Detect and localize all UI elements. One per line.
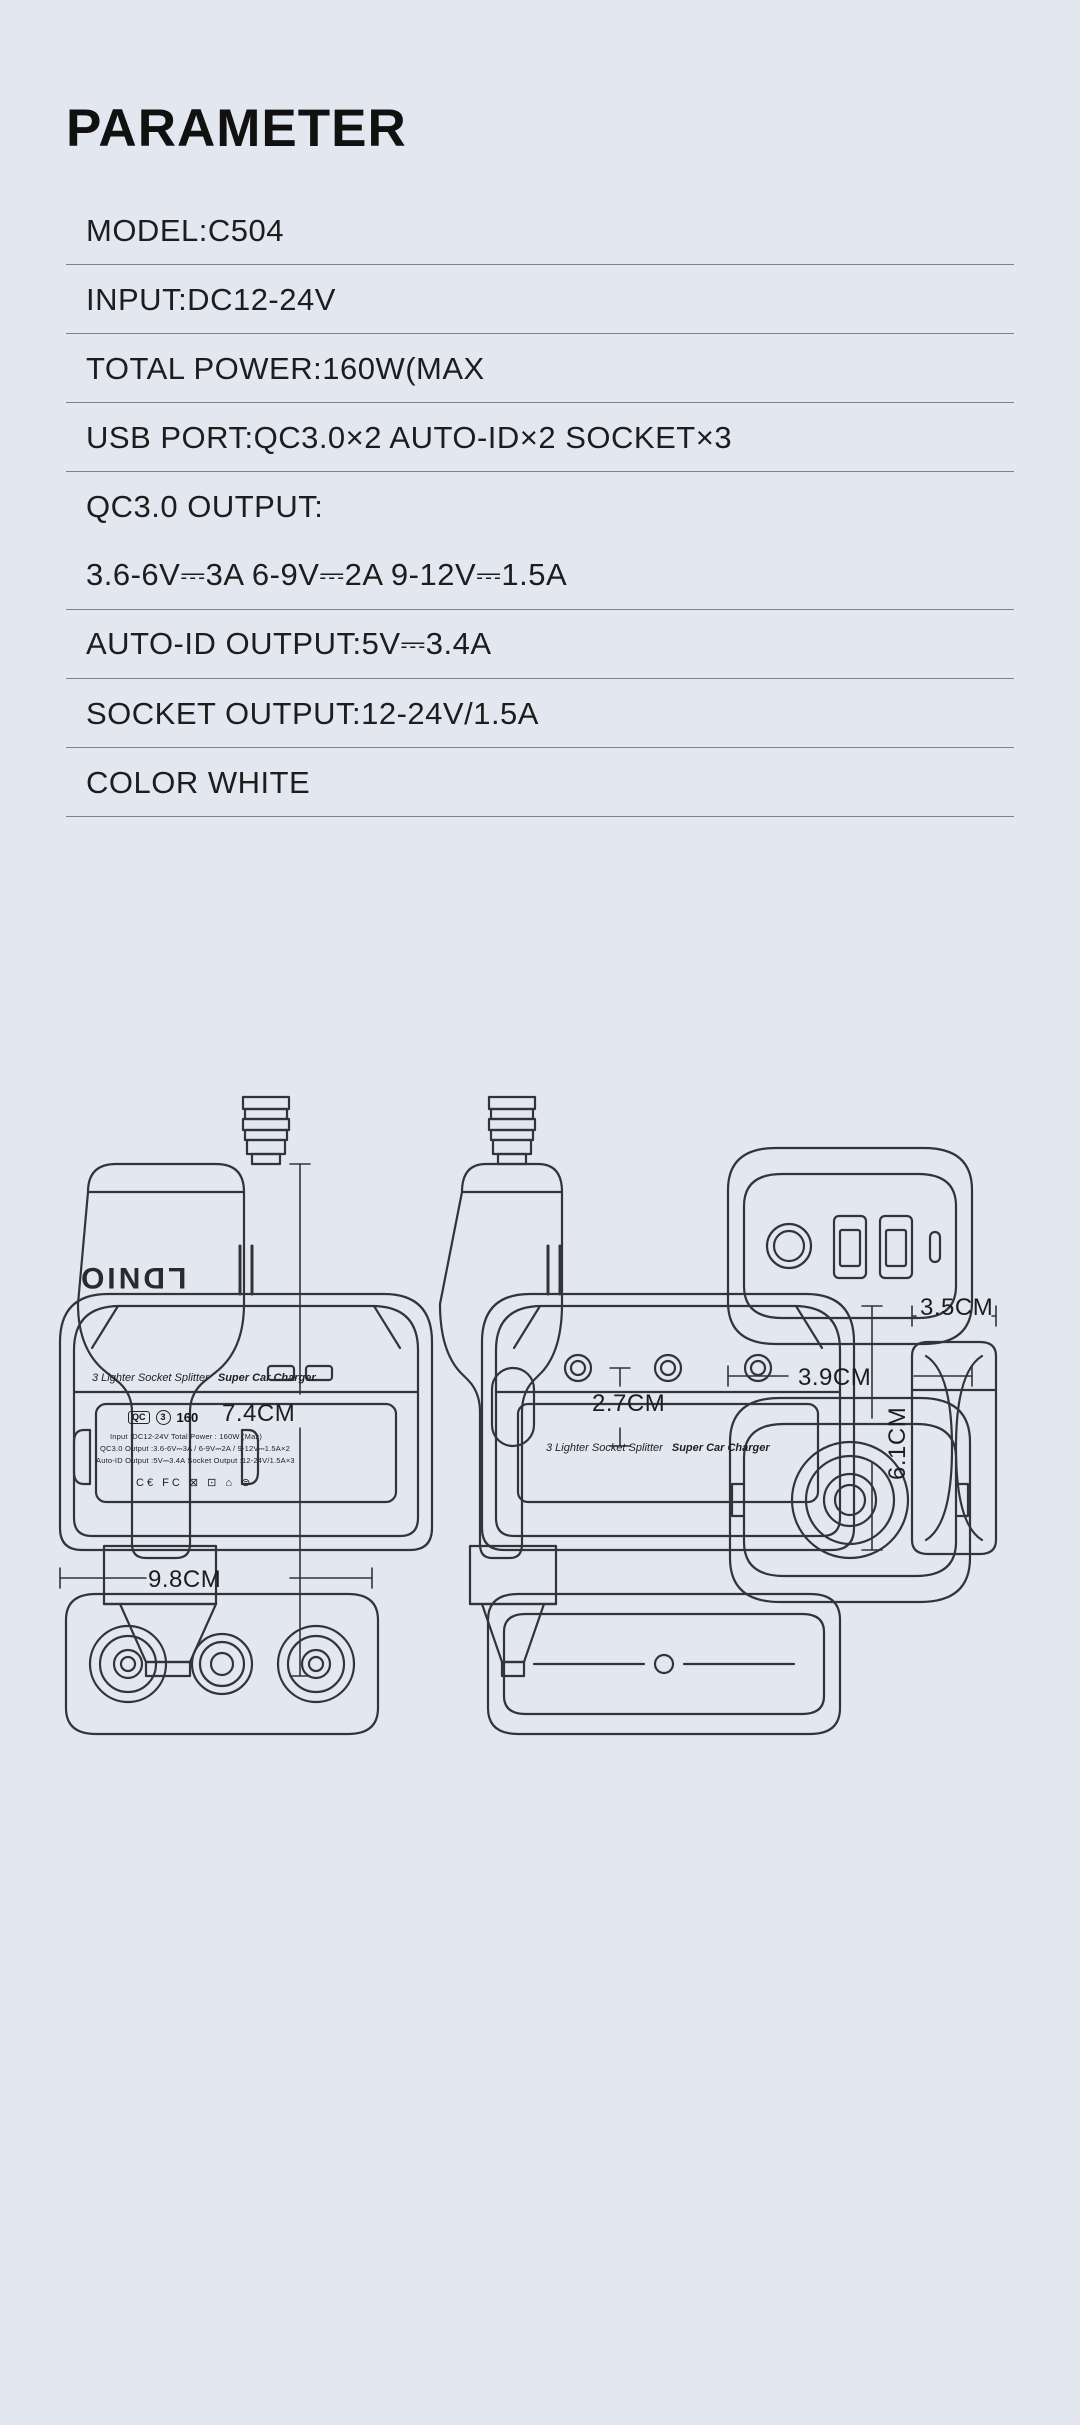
badge-port-count: 3 [156,1410,171,1425]
table-row [66,541,1014,610]
spec-text: AUTO-ID OUTPUT:5V⎓3.4A [86,626,492,661]
badge-power: 160 [176,1410,199,1425]
spec-text: TOTAL POWER:160W(MAX [86,351,485,386]
spec-text: COLOR WHITE [86,765,311,800]
dimension-charger-depth: 2.7CM [592,1390,666,1417]
badge-qc: QC [128,1411,150,1424]
spec-text: USB PORT:QC3.0×2 AUTO-ID×2 SOCKET×3 [86,420,733,455]
product-diagram-area [0,1080,1080,2425]
brand-logo: LDNIO [78,1261,187,1294]
band-light-text: 3 Lighter Socket Splitter [92,1372,209,1384]
spec-line-2: QC3.0 Output :3.6-6V⎓3A / 6-9V⎓2A / 9-12V⎓1.5A×2 [100,1444,290,1453]
dimension-splitter-width: 9.8CM [148,1566,222,1593]
band-light-text: 3 Lighter Socket Splitter [546,1442,663,1454]
band-bold-text: Super Car Charger [671,1442,770,1454]
spec-text: 3.6-6V⎓3A 6-9V⎓2A 9-12V⎓1.5A [86,557,568,592]
table-row [66,265,1014,334]
table-row [66,472,1014,541]
splitter-top-band [92,1372,316,1384]
dimension-charger-height: 7.4CM [222,1400,296,1427]
spec-text: INPUT:DC12-24V [86,282,336,317]
spec-text: QC3.0 OUTPUT: [86,489,324,524]
dimension-splitter-height: 6.1CM [884,1406,911,1480]
spec-line-1: Input :DC12-24V Total Power : 160W (Max) [110,1432,263,1441]
parameter-table [66,196,1014,817]
table-row [66,403,1014,472]
certification-marks: C€ FC ⊠ ⊡ ⌂ ⊜ [136,1477,254,1489]
table-row [66,748,1014,817]
spec-text: MODEL:C504 [86,213,284,248]
band-bold-text: Super Car Charger [217,1372,316,1384]
spec-line-3: Auto-ID Output :5V⎓3.4A Socket Output :12-24V/1.5A×3 [96,1456,295,1465]
spec-text: SOCKET OUTPUT:12-24V/1.5A [86,696,539,731]
dimension-charger-face-width: 3.9CM [798,1364,872,1391]
page-title: PARAMETER [66,99,407,158]
splitter-back-band [546,1442,770,1454]
table-row [66,679,1014,748]
row-divider [66,816,1014,817]
dimension-splitter-depth: 3.5CM [920,1294,994,1321]
badge-group [128,1410,198,1425]
table-row [66,334,1014,403]
table-row [66,196,1014,265]
table-row [66,610,1014,679]
